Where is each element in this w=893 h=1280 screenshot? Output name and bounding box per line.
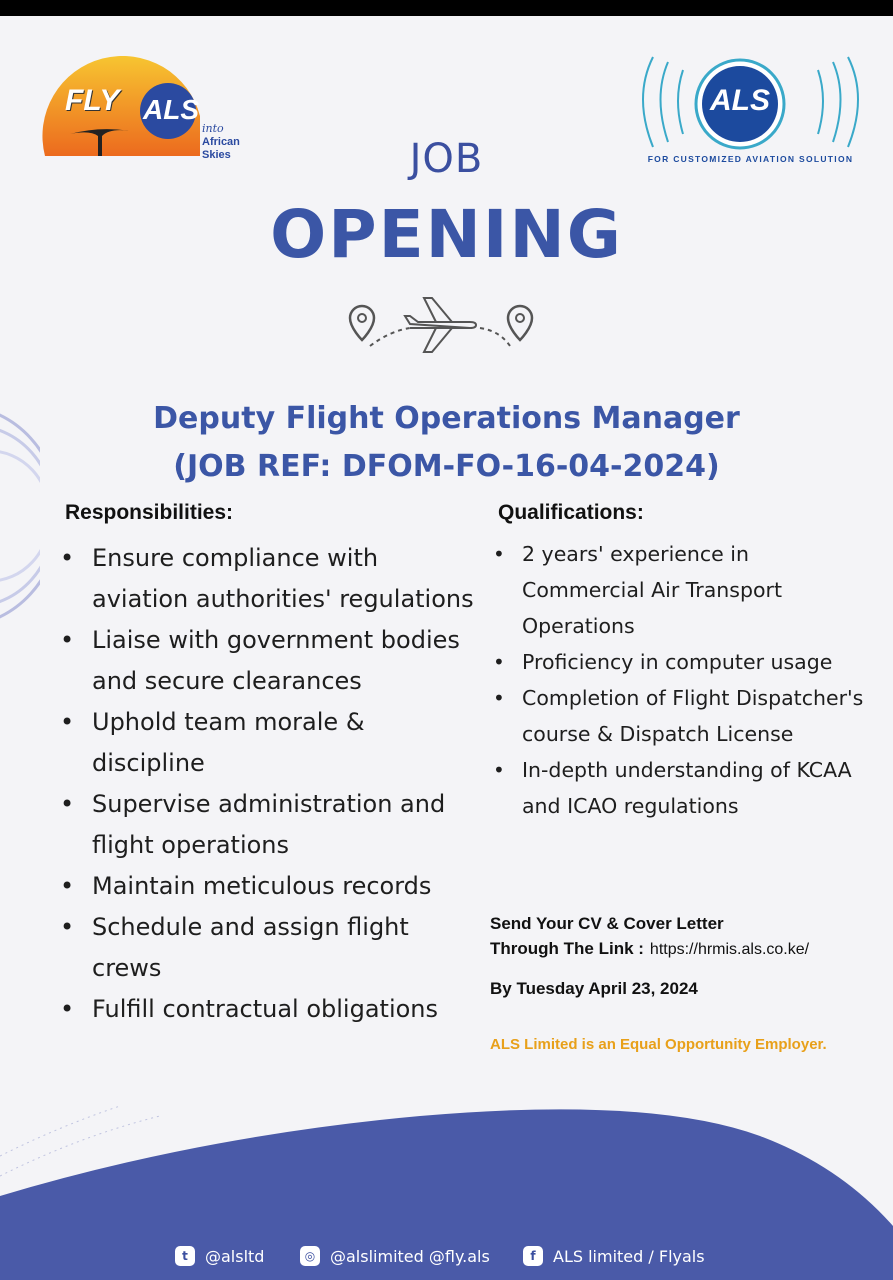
header-opening: OPENING xyxy=(270,196,623,273)
twitter-link[interactable] xyxy=(175,1246,264,1266)
airplane-icon xyxy=(405,298,476,352)
als-logo-tagline: FOR CUSTOMIZED AVIATION SOLUTION xyxy=(647,154,854,164)
fly-logo-tag1: into xyxy=(202,122,224,135)
application-link[interactable]: https://hrmis.als.co.ke/ xyxy=(649,941,810,958)
list-item: • In-depth understanding of KCAA and ICAO regulations xyxy=(490,752,870,824)
list-item: • Maintain meticulous records xyxy=(60,866,480,907)
apply-line2: Through The Link : xyxy=(490,939,644,958)
job-reference: (JOB REF: DFOM-FO-16-04-2024) xyxy=(173,449,720,484)
list-item: • Ensure compliance with aviation authorities' regulations xyxy=(60,538,480,620)
list-item: • Liaise with government bodies and secure clearances xyxy=(60,620,480,702)
apply-instructions xyxy=(490,911,809,962)
map-pin-icon xyxy=(350,306,374,340)
responsibilities-list xyxy=(60,538,480,1030)
job-poster xyxy=(0,16,893,1280)
list-item: • Fulfill contractual obligations xyxy=(60,989,480,1030)
fly-logo-tag2: African xyxy=(202,136,240,148)
instagram-handle: @alslimited @fly.als xyxy=(330,1246,490,1266)
list-item: • Completion of Flight Dispatcher's course & Dispatch License xyxy=(490,680,870,752)
list-item: • 2 years' experience in Commercial Air Transport Operations xyxy=(490,536,870,644)
facebook-link[interactable] xyxy=(523,1246,705,1266)
twitter-handle: @alsltd xyxy=(205,1246,265,1266)
facebook-handle: ALS limited / Flyals xyxy=(553,1246,705,1266)
responsibilities-heading: Responsibilities: xyxy=(65,501,234,524)
fly-logo-word1: FLY xyxy=(65,84,120,117)
list-item: • Schedule and assign flight crews xyxy=(60,907,480,989)
apply-line1: Send Your CV & Cover Letter xyxy=(490,914,724,933)
social-links xyxy=(0,1246,893,1270)
qualifications-list xyxy=(490,536,870,824)
fly-logo-word2: ALS xyxy=(143,94,199,125)
facebook-icon: f xyxy=(523,1246,543,1266)
fly-logo-tag3: Skies xyxy=(202,149,231,161)
list-item: • Supervise administration and flight operations xyxy=(60,784,480,866)
equal-opportunity-note: ALS Limited is an Equal Opportunity Employer. xyxy=(490,1036,827,1053)
als-logo-mark: ALS xyxy=(710,84,770,117)
list-item: • Uphold team morale & discipline xyxy=(60,702,480,784)
map-pin-icon xyxy=(508,306,532,340)
instagram-icon: ◎ xyxy=(300,1246,320,1266)
instagram-link[interactable] xyxy=(300,1246,490,1266)
position-title: Deputy Flight Operations Manager xyxy=(153,401,740,436)
qualifications-heading: Qualifications: xyxy=(498,501,644,524)
application-deadline: By Tuesday April 23, 2024 xyxy=(490,979,698,998)
list-item: • Proficiency in computer usage xyxy=(490,644,870,680)
header-job: JOB xyxy=(409,136,484,182)
twitter-icon: t xyxy=(175,1246,195,1266)
flight-path-graphic xyxy=(330,296,550,366)
